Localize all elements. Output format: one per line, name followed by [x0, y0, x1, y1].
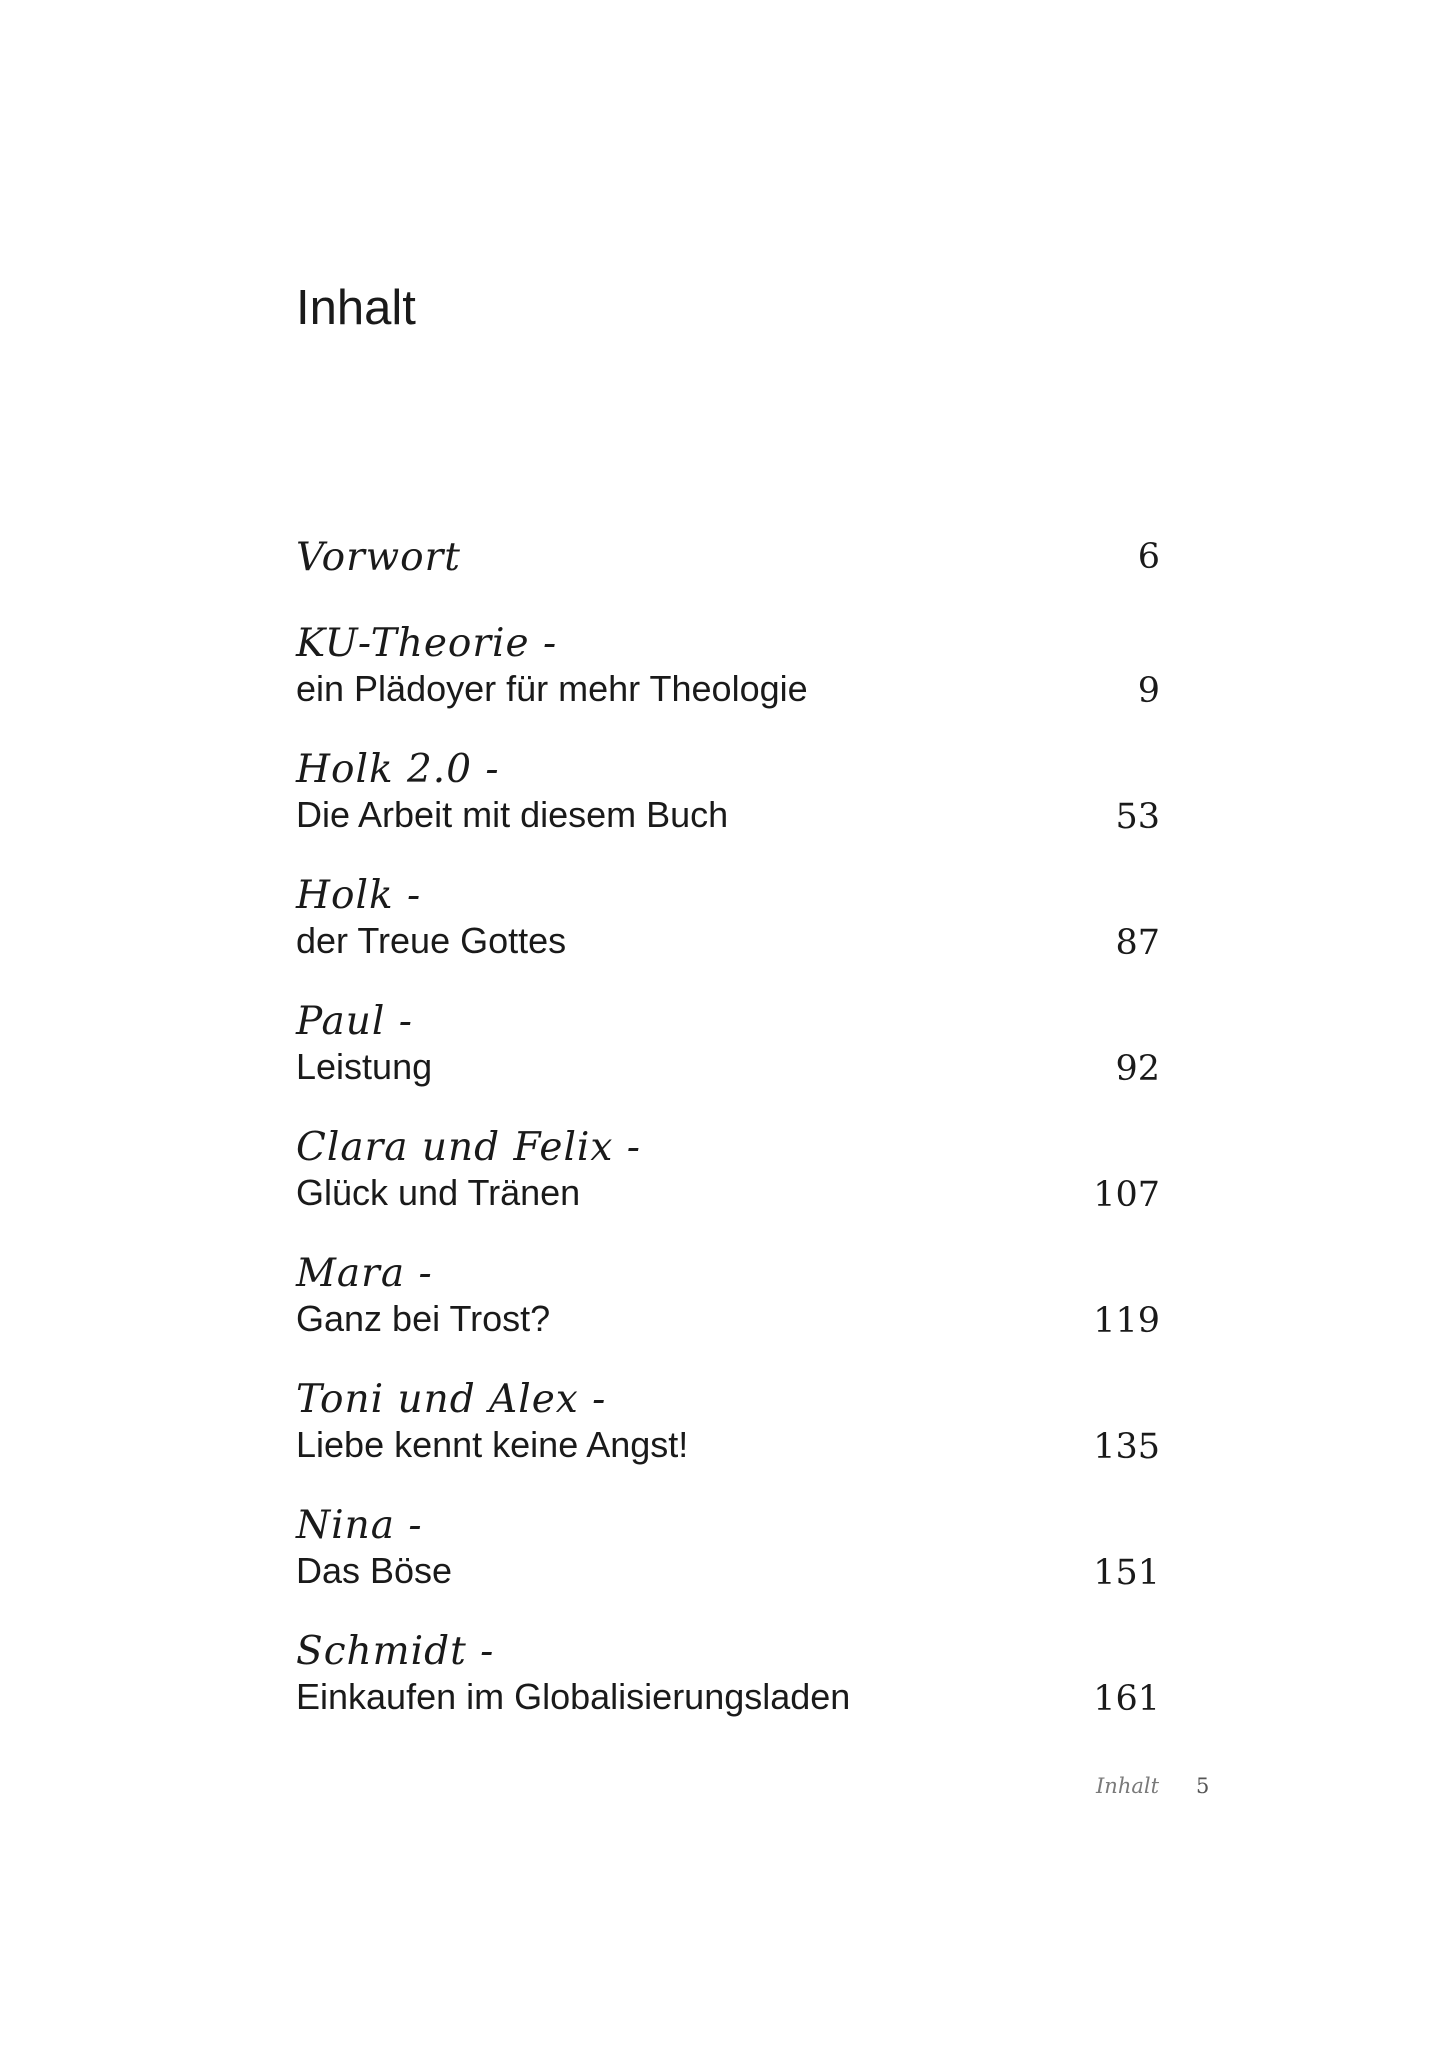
- toc-entry-heading: Nina -: [296, 1503, 423, 1548]
- page-title: Inhalt: [296, 281, 416, 335]
- toc-entry-subtitle: Glück und Tränen: [296, 1172, 581, 1213]
- toc-entry-heading: Mara -: [296, 1251, 433, 1296]
- toc-entry-heading: Schmidt -: [296, 1629, 495, 1674]
- toc-entry-subtitle: Einkaufen im Globalisierungsladen: [296, 1676, 851, 1717]
- toc-entry-subtitle: Ganz bei Trost?: [296, 1298, 551, 1339]
- page-number: 5: [1196, 1774, 1210, 1798]
- toc-entry-subtitle: Das Böse: [296, 1550, 453, 1591]
- toc-entry-heading: KU-Theorie -: [296, 621, 558, 666]
- toc-entry-page: 107: [1093, 1175, 1160, 1215]
- toc-entry-page: 92: [1115, 1049, 1160, 1089]
- toc-entry-page: 9: [1137, 671, 1160, 711]
- toc-entry-page: 6: [1137, 537, 1160, 577]
- toc-entry-subtitle: der Treue Gottes: [296, 920, 567, 961]
- toc-entry-page: 151: [1093, 1553, 1160, 1593]
- toc-entry-heading: Holk -: [296, 873, 422, 918]
- toc-entry-page: 53: [1115, 797, 1160, 837]
- toc-entry-heading: Vorwort: [296, 535, 461, 580]
- toc-entry-page: 87: [1115, 923, 1160, 963]
- toc-entry-subtitle: ein Plädoyer für mehr Theologie: [296, 668, 808, 709]
- toc-entry-heading: Paul -: [296, 999, 413, 1044]
- table-of-contents: [296, 0, 1160, 2049]
- toc-entry-page: 119: [1093, 1301, 1160, 1341]
- toc-entry-subtitle: Leistung: [296, 1046, 433, 1087]
- toc-entry-subtitle: Die Arbeit mit diesem Buch: [296, 794, 729, 835]
- toc-entry-heading: Clara und Felix -: [296, 1125, 641, 1170]
- toc-entry-heading: Toni und Alex -: [296, 1377, 607, 1422]
- toc-entry-page: 161: [1093, 1679, 1160, 1719]
- toc-entry-subtitle: Liebe kennt keine Angst!: [296, 1424, 689, 1465]
- toc-entry-heading: Holk 2.0 -: [296, 747, 500, 792]
- toc-entry-page: 135: [1093, 1427, 1160, 1467]
- running-footer-label: Inhalt: [1096, 1774, 1160, 1798]
